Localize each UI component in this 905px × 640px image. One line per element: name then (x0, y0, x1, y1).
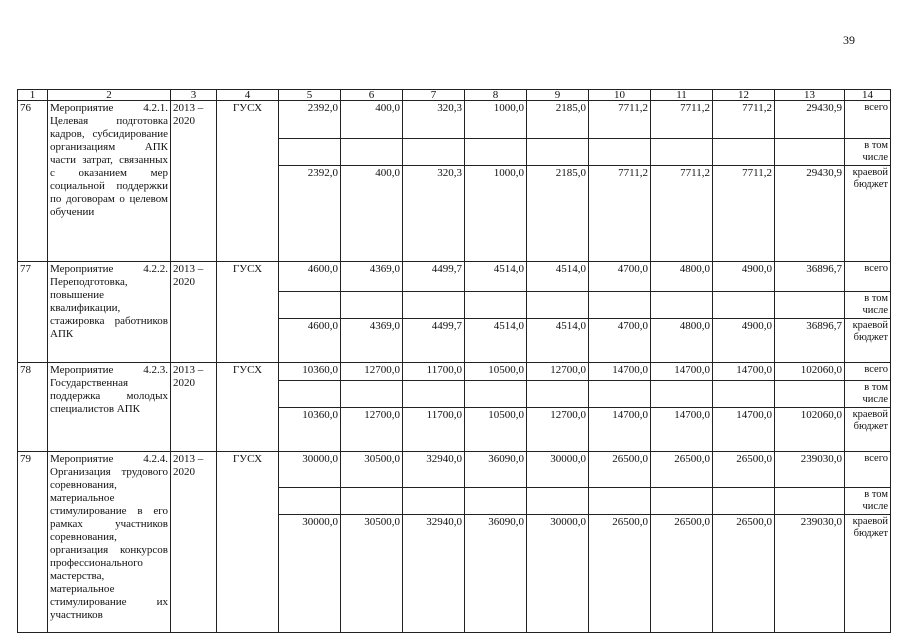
period-years: 2013 – 2020 (171, 262, 217, 363)
empty-cell (651, 381, 713, 408)
empty-cell (403, 488, 465, 515)
column-header: 5 (279, 90, 341, 101)
total-value: 10360,0 (279, 363, 341, 381)
column-header: 4 (217, 90, 279, 101)
empty-cell (713, 488, 775, 515)
empty-cell (713, 292, 775, 319)
regional-budget-value: 2185,0 (527, 166, 589, 262)
empty-cell (589, 292, 651, 319)
total-value: 4369,0 (341, 262, 403, 292)
funding-label-including: в том числе (845, 381, 891, 408)
executor: ГУСХ (217, 363, 279, 452)
measure-name: Мероприятие 4.2.2. Переподготовка, повышение квалификации, стажировка работников АПК (48, 262, 171, 363)
total-value: 11700,0 (403, 363, 465, 381)
column-header: 12 (713, 90, 775, 101)
regional-budget-value: 30500,0 (341, 515, 403, 633)
funding-label-total: всего (845, 363, 891, 381)
empty-cell (279, 292, 341, 319)
regional-budget-value: 32940,0 (403, 515, 465, 633)
funding-label-regional: краевой бюджет (845, 408, 891, 452)
funding-label-regional: краевой бюджет (845, 319, 891, 363)
regional-budget-value: 7711,2 (651, 166, 713, 262)
regional-budget-value: 4800,0 (651, 319, 713, 363)
empty-cell (527, 488, 589, 515)
table-row (18, 452, 891, 488)
total-value: 2392,0 (279, 101, 341, 139)
total-value: 239030,0 (775, 452, 845, 488)
empty-cell (589, 381, 651, 408)
page-number: 39 (843, 33, 855, 47)
empty-cell (651, 488, 713, 515)
table-row (18, 262, 891, 292)
total-value: 14700,0 (589, 363, 651, 381)
period-years: 2013 – 2020 (171, 452, 217, 633)
total-value: 7711,2 (713, 101, 775, 139)
column-header: 10 (589, 90, 651, 101)
total-value: 32940,0 (403, 452, 465, 488)
funding-label-total: всего (845, 262, 891, 292)
regional-budget-value: 4600,0 (279, 319, 341, 363)
regional-budget-value: 4514,0 (465, 319, 527, 363)
funding-label-total: всего (845, 101, 891, 139)
regional-budget-value: 12700,0 (341, 408, 403, 452)
regional-budget-value: 4514,0 (527, 319, 589, 363)
measure-name: Мероприятие 4.2.1. Целевая подготовка кадров, субсидирование организациям АПК части затрат, связанных с оказанием мер социальной поддержки по договорам о целевом обучении (48, 101, 171, 262)
regional-budget-value: 4900,0 (713, 319, 775, 363)
total-value: 30000,0 (527, 452, 589, 488)
total-value: 4514,0 (527, 262, 589, 292)
empty-cell (465, 139, 527, 166)
executor: ГУСХ (217, 101, 279, 262)
total-value: 7711,2 (589, 101, 651, 139)
total-value: 26500,0 (589, 452, 651, 488)
total-value: 36896,7 (775, 262, 845, 292)
empty-cell (403, 139, 465, 166)
regional-budget-value: 36090,0 (465, 515, 527, 633)
regional-budget-value: 320,3 (403, 166, 465, 262)
row-number: 77 (18, 262, 48, 363)
total-value: 4900,0 (713, 262, 775, 292)
empty-cell (775, 292, 845, 319)
empty-cell (651, 292, 713, 319)
column-header: 6 (341, 90, 403, 101)
total-value: 36090,0 (465, 452, 527, 488)
column-header: 7 (403, 90, 465, 101)
empty-cell (341, 381, 403, 408)
funding-label-including: в том числе (845, 292, 891, 319)
empty-cell (713, 139, 775, 166)
regional-budget-value: 239030,0 (775, 515, 845, 633)
regional-budget-value: 36896,7 (775, 319, 845, 363)
row-number: 78 (18, 363, 48, 452)
empty-cell (341, 292, 403, 319)
funding-label-regional: краевой бюджет (845, 515, 891, 633)
column-header: 9 (527, 90, 589, 101)
regional-budget-value: 10500,0 (465, 408, 527, 452)
period-years: 2013 – 2020 (171, 101, 217, 262)
regional-budget-value: 400,0 (341, 166, 403, 262)
regional-budget-value: 14700,0 (589, 408, 651, 452)
regional-budget-value: 14700,0 (713, 408, 775, 452)
total-value: 400,0 (341, 101, 403, 139)
total-value: 4499,7 (403, 262, 465, 292)
regional-budget-value: 11700,0 (403, 408, 465, 452)
empty-cell (651, 139, 713, 166)
column-header: 2 (48, 90, 171, 101)
empty-cell (527, 292, 589, 319)
total-value: 12700,0 (527, 363, 589, 381)
total-value: 1000,0 (465, 101, 527, 139)
total-value: 10500,0 (465, 363, 527, 381)
empty-cell (279, 381, 341, 408)
empty-cell (403, 292, 465, 319)
regional-budget-value: 30000,0 (527, 515, 589, 633)
regional-budget-value: 10360,0 (279, 408, 341, 452)
table-row (18, 363, 891, 381)
empty-cell (341, 488, 403, 515)
empty-cell (775, 488, 845, 515)
total-value: 4800,0 (651, 262, 713, 292)
total-value: 12700,0 (341, 363, 403, 381)
period-years: 2013 – 2020 (171, 363, 217, 452)
regional-budget-value: 2392,0 (279, 166, 341, 262)
header-row (18, 90, 891, 101)
total-value: 30500,0 (341, 452, 403, 488)
empty-cell (465, 292, 527, 319)
row-number: 76 (18, 101, 48, 262)
regional-budget-value: 14700,0 (651, 408, 713, 452)
regional-budget-value: 12700,0 (527, 408, 589, 452)
regional-budget-value: 102060,0 (775, 408, 845, 452)
total-value: 4600,0 (279, 262, 341, 292)
funding-label-including: в том числе (845, 139, 891, 166)
regional-budget-value: 26500,0 (713, 515, 775, 633)
funding-label-total: всего (845, 452, 891, 488)
total-value: 7711,2 (651, 101, 713, 139)
total-value: 26500,0 (651, 452, 713, 488)
regional-budget-value: 29430,9 (775, 166, 845, 262)
table-row (18, 101, 891, 139)
regional-budget-value: 4700,0 (589, 319, 651, 363)
total-value: 4700,0 (589, 262, 651, 292)
regional-budget-value: 26500,0 (651, 515, 713, 633)
funding-label-including: в том числе (845, 488, 891, 515)
row-number: 79 (18, 452, 48, 633)
regional-budget-value: 26500,0 (589, 515, 651, 633)
regional-budget-value: 1000,0 (465, 166, 527, 262)
measure-name: Мероприятие 4.2.4. Организация трудового соревнования, материальное стимулирование в его рамках участников соревнования, организация конкурсов профессионального мастерства, материальное стимулирование их участников (48, 452, 171, 633)
regional-budget-value: 4499,7 (403, 319, 465, 363)
regional-budget-value: 7711,2 (713, 166, 775, 262)
column-header: 11 (651, 90, 713, 101)
column-header: 3 (171, 90, 217, 101)
empty-cell (589, 488, 651, 515)
empty-cell (527, 381, 589, 408)
empty-cell (279, 139, 341, 166)
total-value: 102060,0 (775, 363, 845, 381)
total-value: 320,3 (403, 101, 465, 139)
empty-cell (775, 381, 845, 408)
empty-cell (465, 488, 527, 515)
total-value: 2185,0 (527, 101, 589, 139)
total-value: 4514,0 (465, 262, 527, 292)
regional-budget-value: 4369,0 (341, 319, 403, 363)
total-value: 14700,0 (713, 363, 775, 381)
executor: ГУСХ (217, 452, 279, 633)
total-value: 14700,0 (651, 363, 713, 381)
executor: ГУСХ (217, 262, 279, 363)
total-value: 29430,9 (775, 101, 845, 139)
empty-cell (527, 139, 589, 166)
measure-name: Мероприятие 4.2.3. Государственная поддержка молодых специалистов АПК (48, 363, 171, 452)
empty-cell (775, 139, 845, 166)
regional-budget-value: 30000,0 (279, 515, 341, 633)
empty-cell (465, 381, 527, 408)
column-header: 13 (775, 90, 845, 101)
column-header: 8 (465, 90, 527, 101)
funding-label-regional: краевой бюджет (845, 166, 891, 262)
empty-cell (341, 139, 403, 166)
empty-cell (279, 488, 341, 515)
regional-budget-value: 7711,2 (589, 166, 651, 262)
column-header: 1 (18, 90, 48, 101)
empty-cell (713, 381, 775, 408)
empty-cell (589, 139, 651, 166)
budget-table (17, 89, 891, 633)
total-value: 30000,0 (279, 452, 341, 488)
total-value: 26500,0 (713, 452, 775, 488)
column-header: 14 (845, 90, 891, 101)
empty-cell (403, 381, 465, 408)
